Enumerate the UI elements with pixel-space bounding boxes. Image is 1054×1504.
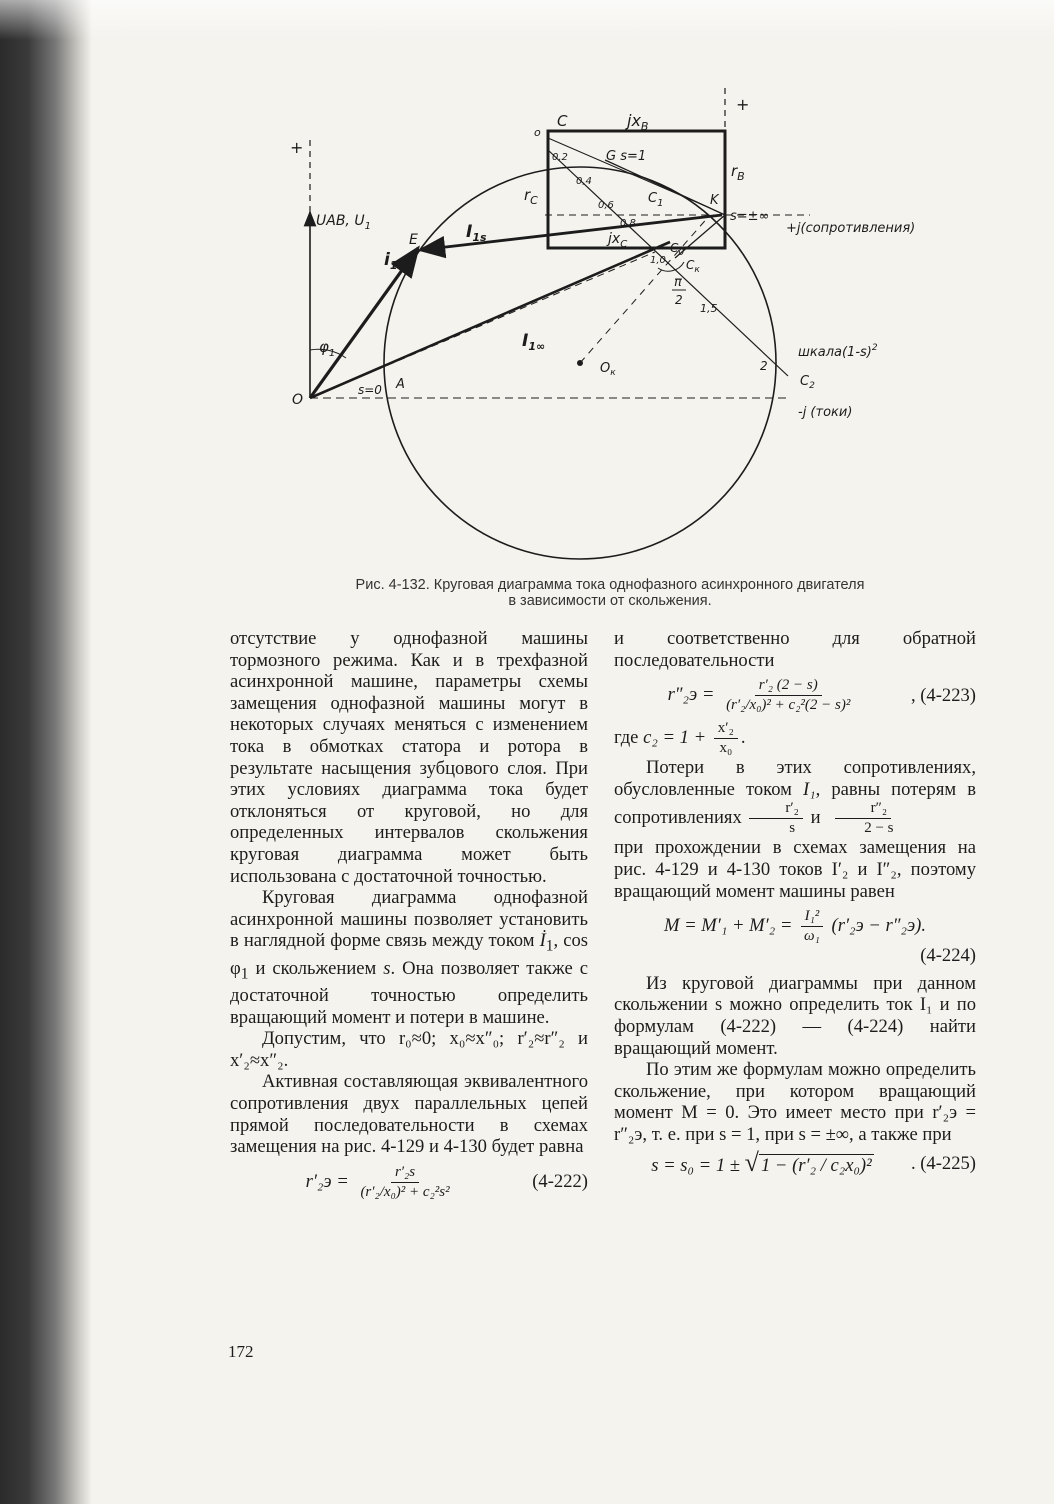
rc-label: $r_C$	[524, 186, 538, 207]
eq224-number: (4-224)	[920, 945, 976, 967]
ck-label: $C_к$	[686, 258, 700, 275]
plus-left-label: +	[290, 138, 304, 157]
rb-label: $r_B$	[731, 162, 745, 183]
ok-label: $O_к$	[600, 361, 616, 378]
equation-4-222	[230, 1164, 588, 1201]
equation-4-225: s = s₀ = 1 ± √ 1 − (r′₂ / c₂x₀)² . (4-225)	[651, 1147, 976, 1177]
ok-center-dot	[577, 360, 583, 366]
g-s1-label: G s=1	[606, 149, 647, 164]
page-number: 172	[228, 1342, 254, 1361]
tick-1-0: 1,0	[650, 255, 666, 266]
jxb-label: $jx_B$	[627, 111, 649, 133]
eq222-fraction: $\frac{\text{r′₂s}}{\text{(r′₂/x₀)² + c₂²s²}}$	[360, 1163, 450, 1200]
c1-label: $C_1$	[648, 191, 664, 209]
right-paragraph-5: По этим же формулам можно определить скольжение, при котором вращающий момент M = 0. Это имеет место при r′₂э = r″₂э, т. е. при s = 1, при s = ±∞, а также при	[614, 1059, 976, 1145]
circle-diagram-figure	[270, 80, 930, 570]
scale-label: $шкала(1-s)^2$	[798, 343, 878, 360]
sqrt-sign: √	[744, 1147, 759, 1177]
page-edge-shading	[0, 0, 1054, 40]
figure-caption	[260, 577, 960, 609]
eq225-number: . (4-225)	[910, 1153, 976, 1174]
point-a-label: A	[396, 377, 405, 392]
tick-0-2: 0,2	[552, 152, 568, 163]
i1-label: $i_1$	[384, 250, 398, 272]
eq223-lhs: r″₂э =	[667, 683, 715, 705]
i1inf-vector	[310, 242, 670, 398]
s0-label: s=0	[358, 383, 382, 397]
point-e-label: E	[409, 232, 418, 248]
c0-label: $C_0$	[670, 241, 685, 258]
o-small-label: о	[534, 126, 541, 139]
left-paragraph-1: отсутствие у однофазной машины тормозного режима. Как и в трехфазной асинхронной машине, параметры схемы замещения однофазной машины могут в некоторых случаях меняться с изменением тока в обмотках статора и ротора в результате насыщения зубцового слоя. При этих условиях диаграмма тока будет отклоняться от круговой, но для определенных интервалов скольжения круговая диаграмма может быть использована с достаточной точностью.	[230, 628, 588, 887]
point-c-label: C	[557, 112, 568, 130]
right-paragraph-3: при прохождении в схемах замещения на рис. 4-129 и 4-130 токов I′₂ и I″₂, поэтому вращающий момент машины равен	[614, 837, 976, 902]
eq223-fraction: $\frac{\text{r′₂ (2 − s)}}{\text{(r′₂/x₀)² + c₂²(2 − s)²}}$	[726, 677, 851, 714]
resistance-axis-label: +j(сопротивления)	[786, 221, 916, 236]
pi-numerator-label: π	[674, 275, 682, 290]
jxc-label: $jx_C$	[608, 231, 628, 250]
left-paragraph-4: Активная составляющая эквивалентного сопротивления двух параллельных цепей прямой последовательности в схемах замещения на рис. 4-129 и 4-130 будет равна	[230, 1071, 588, 1158]
caption-line-1: Рис. 4-132. Круговая диаграмма тока однофазного асинхронного двигателя	[355, 577, 865, 593]
right-paragraph-2: Потери в этих сопротивлениях, обусловленные током I₁, равны потерям в сопротивлениях $\frac{\text{r′₂}}{s}$ и $\frac{\text{r″₂}}{2 - s}$	[614, 757, 976, 837]
pi-denominator-label: 2	[675, 293, 683, 307]
s-infinity-label: s=±∞	[730, 209, 770, 224]
tick-1-5: 1,5	[700, 302, 718, 315]
eq222-number: (4-222)	[532, 1171, 588, 1193]
tick-2: 2	[760, 359, 768, 373]
caption-line-2: в зависимости от скольжения.	[508, 593, 712, 609]
plus-right-label: +	[736, 95, 750, 114]
uab-label: UAB, $U_1$	[316, 213, 371, 232]
tick-0-8: 0,8	[620, 218, 636, 229]
equation-4-224: M = M′₁ + M′₂ = $\frac{\text{I₁²}}{\text{ω₁}}$ (r′₂э − r″₂э). (4-224)	[663, 908, 976, 967]
book-binding-shadow	[0, 0, 92, 1504]
point-k-label: K	[710, 193, 719, 208]
equation-4-223	[614, 677, 976, 714]
eq222-lhs: r′₂э =	[305, 1170, 349, 1192]
origin-o-label: O	[292, 392, 304, 408]
left-paragraph-3: Допустим, что r₀≈0; x₀≈x″₀; r′₂≈r″₂ и x′₂≈x″₂.	[230, 1028, 588, 1071]
i1s-label: $I_{1s}$	[466, 222, 487, 244]
where-c2-line: где c₂ = 1 + $\frac{\text{x′₂}}{\text{x₀}}$ .	[614, 720, 746, 757]
left-text-column	[230, 628, 588, 1207]
c2-label: $C_2$	[800, 374, 815, 391]
tick-0-4: 0,4	[576, 176, 592, 187]
left-paragraph-2: Круговая диаграмма однофазной асинхронной машины позволяет установить в наглядной форме связь между током $İ_1$, $\cos \varphi_1$ и скольжением s. Она позволяет также с достаточной точностью определить вращающий момент и потери в машине.	[230, 887, 588, 1028]
current-axis-label: -j (токи)	[798, 405, 853, 420]
phi1-label: $\varphi_1$	[319, 338, 336, 359]
center-dashed-line	[580, 215, 710, 363]
eq223-number: , (4-223)	[910, 684, 976, 706]
i1inf-label: $I_{1\infty}$	[522, 331, 546, 353]
right-text-column	[614, 628, 976, 1182]
right-paragraph-1: и соответственно для обратной последовательности	[614, 628, 976, 671]
tick-0-6: 0,6	[598, 200, 614, 211]
right-paragraph-4: Из круговой диаграммы при данном скольжении s можно определить ток I₁ и по формулам (4-222) — (4-224) найти вращающий момент.	[614, 972, 976, 1059]
